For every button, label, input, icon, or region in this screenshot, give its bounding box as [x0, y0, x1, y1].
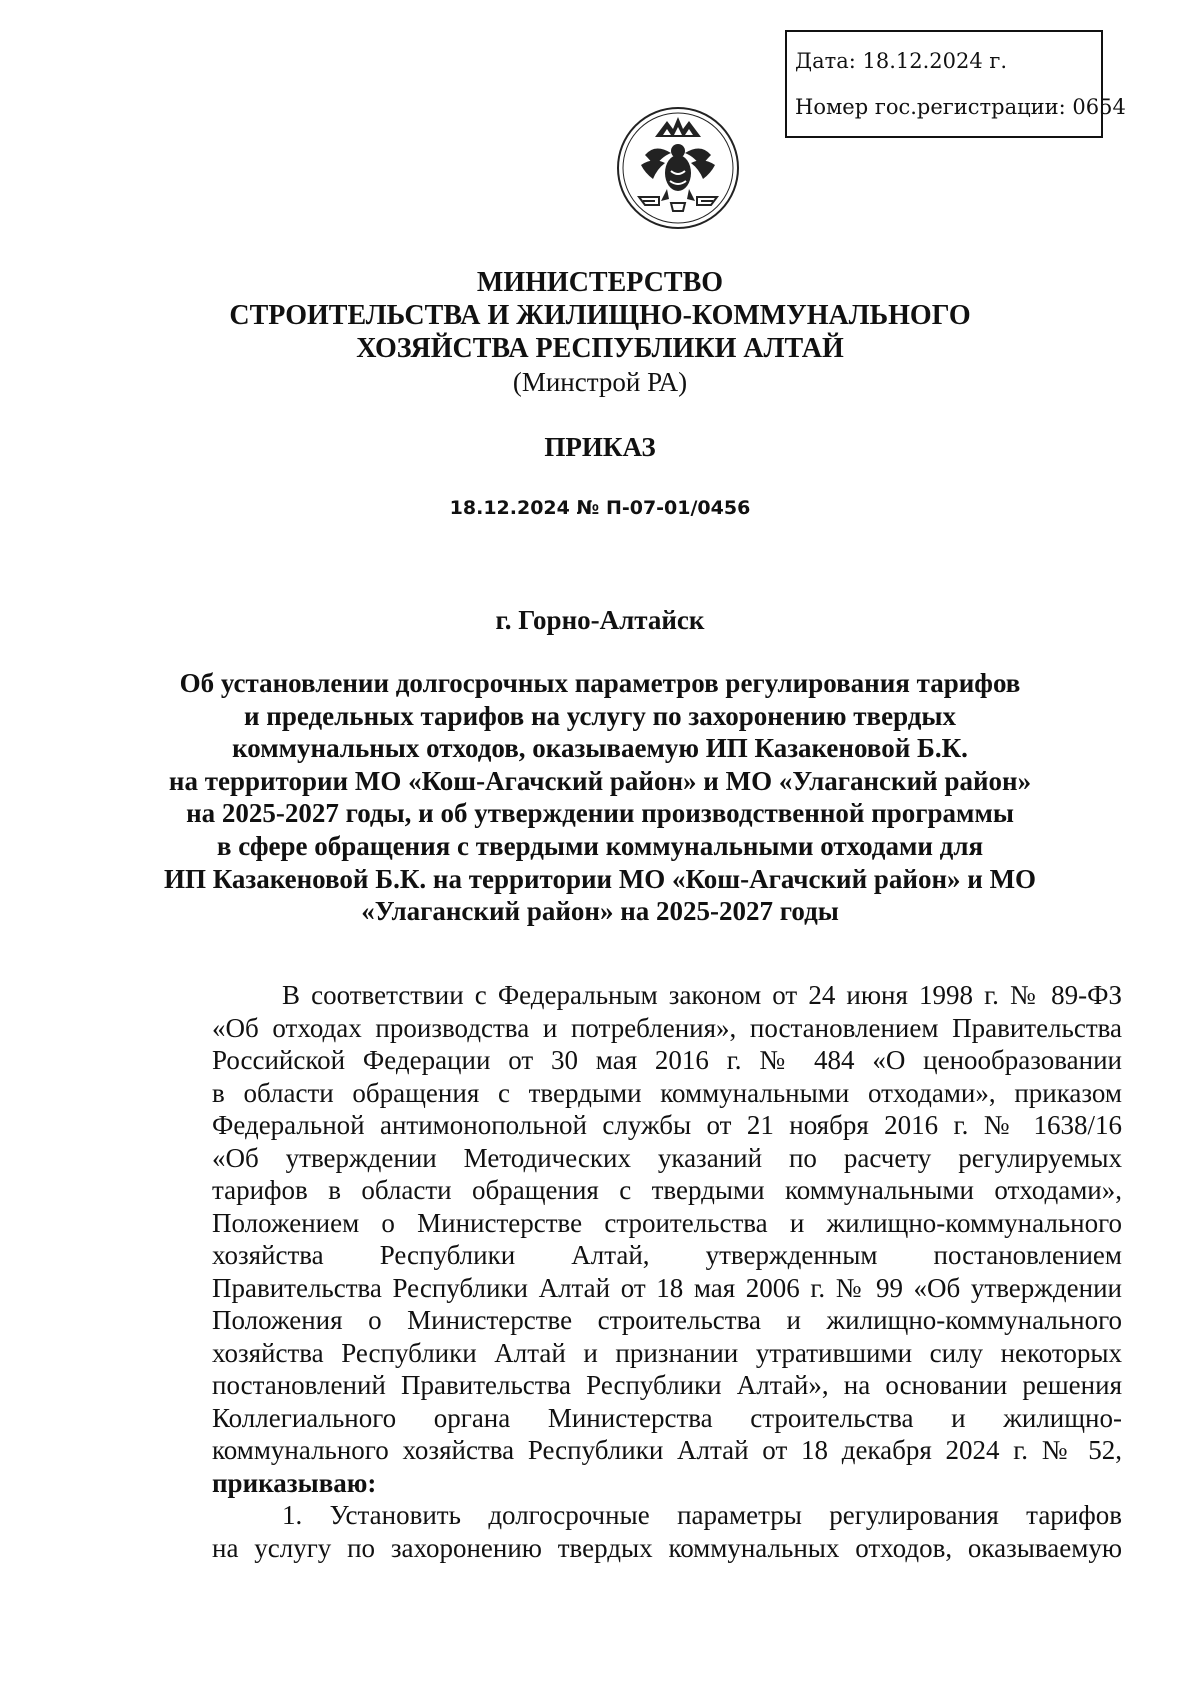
- body-line: тарифов в области обращения с твердыми коммунальными отходами»,: [212, 1175, 1122, 1205]
- body-line: Федеральной антимонопольной службы от 21 ноября 2016 г. № 1638/16: [212, 1110, 1122, 1140]
- body-line: в области обращения с твердыми коммунальными отходами», приказом: [212, 1077, 1122, 1108]
- registration-date: Дата: 18.12.2024 г.: [795, 49, 1008, 73]
- body-line: Положения о Министерстве строительства и жилищно-коммунального: [212, 1305, 1122, 1335]
- order-number: 18.12.2024 № П-07-01/0456: [449, 497, 751, 519]
- ministry-line-2: СТРОИТЕЛЬСТВА И ЖИЛИЩНО-КОММУНАЛЬНОГО: [229, 300, 971, 331]
- order-word: приказываю:: [212, 1467, 377, 1498]
- subject-line: «Улаганский район» на 2025-2027 годы: [361, 896, 839, 927]
- ministry-name: [0, 266, 1200, 365]
- body-line: хозяйства Республики Алтай, утвержденным постановлением: [212, 1240, 1122, 1270]
- item-1-line: на услугу по захоронению твердых коммунальных отходов, оказываемую: [212, 1532, 1122, 1563]
- subject-line: и предельных тарифов на услугу по захоронению твердых: [244, 700, 956, 731]
- body-line: Коллегиального органа Министерства строительства и жилищно-: [212, 1402, 1122, 1433]
- registration-box: [785, 30, 1126, 138]
- body-line: «Об отходах производства и потребления», постановлением Правительства: [212, 1012, 1122, 1043]
- subject-line: Об установлении долгосрочных параметров регулирования тарифов: [179, 668, 1021, 698]
- body-line: «Об утверждении Методических указаний по расчету регулируемых: [212, 1142, 1122, 1173]
- subject-line: на 2025-2027 годы, и об утверждении производственной программы: [186, 798, 1014, 829]
- order-title: ПРИКАЗ: [544, 432, 656, 462]
- body-line: Российской Федерации от 30 мая 2016 г. № 484 «О ценообразовании: [212, 1045, 1122, 1075]
- ministry-line-1: МИНИСТЕРСТВО: [476, 267, 724, 298]
- item-1-line: 1. Установить долгосрочные параметры регулирования тарифов: [282, 1500, 1122, 1530]
- order-subject: [0, 667, 1200, 928]
- city-name: г. Горно-Алтайск: [495, 605, 705, 635]
- body-line: хозяйства Республики Алтай и признании утратившими силу некоторых: [212, 1337, 1122, 1368]
- body-line: В соответствии с Федеральным законом от 24 июня 1998 г. № 89-ФЗ: [282, 980, 1122, 1010]
- subject-line: на территории МО «Кош-Агачский район» и МО «Улаганский район»: [168, 765, 1032, 796]
- registration-number: Номер гос.регистрации: 0654: [795, 95, 1126, 119]
- ministry-short-name: (Минстрой РА): [512, 367, 688, 397]
- subject-line: ИП Казакеновой Б.К. на территории МО «Кош-Агачский район» и МО: [163, 863, 1037, 894]
- order-body: [212, 979, 1122, 1564]
- body-line: Положением о Министерстве строительства и жилищно-коммунального: [212, 1207, 1122, 1238]
- subject-line: коммунальных отходов, оказываемую ИП Казакеновой Б.К.: [232, 733, 968, 764]
- coat-of-arms-emblem-icon: [615, 105, 741, 231]
- subject-line: в сфере обращения с твердыми коммунальными отходами для: [216, 830, 984, 861]
- body-line: постановлений Правительства Республики Алтай», на основании решения: [212, 1370, 1122, 1400]
- ministry-line-3: ХОЗЯЙСТВА РЕСПУБЛИКИ АЛТАЙ: [356, 333, 844, 364]
- body-line: коммунального хозяйства Республики Алтай от 18 декабря 2024 г. № 52,: [212, 1435, 1122, 1465]
- body-line: Правительства Республики Алтай от 18 мая 2006 г. № 99 «Об утверждении: [212, 1272, 1122, 1303]
